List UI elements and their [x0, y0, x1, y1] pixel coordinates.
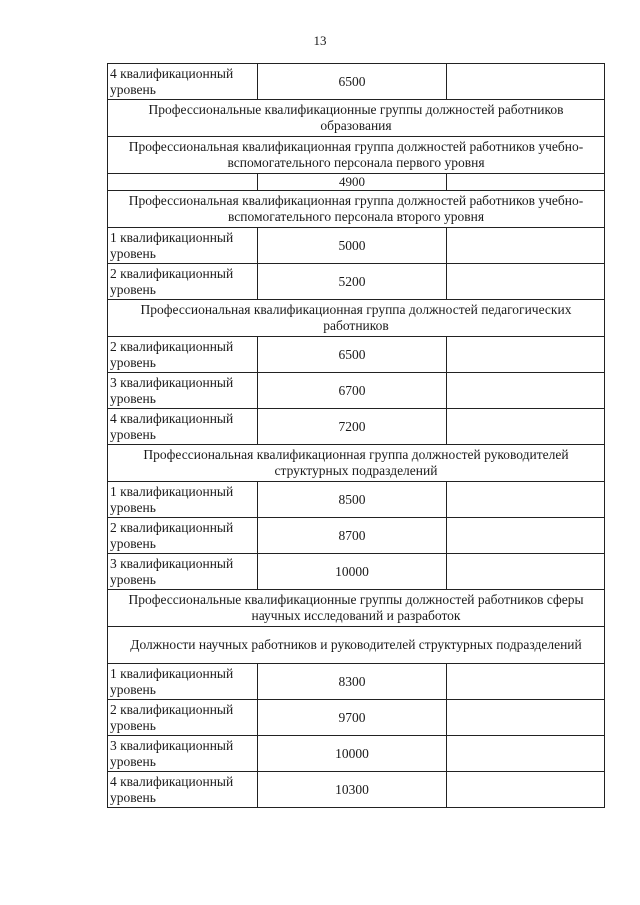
salary-amount-cell: 7200	[258, 409, 447, 445]
table-row	[108, 228, 605, 264]
table-row	[108, 482, 605, 518]
salary-amount-cell: 5200	[258, 264, 447, 300]
qualification-level-cell: 2 квалификационный уровень	[108, 518, 258, 554]
table-row	[108, 174, 605, 191]
group-heading: Профессиональные квалификационные группы должностей работников сферы научных исследований и разработок	[108, 590, 605, 627]
salary-amount-cell: 8500	[258, 482, 447, 518]
table-row	[108, 373, 605, 409]
salary-amount-cell: 6500	[258, 64, 447, 100]
group-heading: Профессиональная квалификационная группа должностей работников учебно-вспомогательного персонала первого уровня	[108, 137, 605, 174]
table-row	[108, 409, 605, 445]
empty-cell	[447, 373, 605, 409]
qualification-level-cell: 3 квалификационный уровень	[108, 373, 258, 409]
empty-cell	[447, 554, 605, 590]
empty-cell	[108, 174, 258, 191]
group-heading-row	[108, 300, 605, 337]
table-row	[108, 772, 605, 808]
qualification-level-cell: 4 квалификационный уровень	[108, 64, 258, 100]
table-row	[108, 337, 605, 373]
empty-cell	[447, 64, 605, 100]
qualification-level-cell: 4 квалификационный уровень	[108, 409, 258, 445]
qualification-level-cell: 3 квалификационный уровень	[108, 554, 258, 590]
group-heading-row	[108, 590, 605, 627]
group-heading-row	[108, 445, 605, 482]
empty-cell	[447, 736, 605, 772]
empty-cell	[447, 228, 605, 264]
table-row	[108, 664, 605, 700]
table-row	[108, 518, 605, 554]
salary-amount-cell: 8300	[258, 664, 447, 700]
salary-amount-cell: 6700	[258, 373, 447, 409]
salary-table	[107, 63, 605, 808]
group-heading: Профессиональная квалификационная группа должностей педагогических работников	[108, 300, 605, 337]
empty-cell	[447, 700, 605, 736]
empty-cell	[447, 664, 605, 700]
group-heading-row	[108, 137, 605, 174]
empty-cell	[447, 518, 605, 554]
table-body	[108, 64, 605, 808]
qualification-level-cell: 2 квалификационный уровень	[108, 264, 258, 300]
group-heading-row	[108, 191, 605, 228]
group-heading: Профессиональная квалификационная группа должностей работников учебно-вспомогательного персонала второго уровня	[108, 191, 605, 228]
empty-cell	[447, 174, 605, 191]
salary-amount-cell: 9700	[258, 700, 447, 736]
qualification-level-cell: 4 квалификационный уровень	[108, 772, 258, 808]
salary-amount-cell: 10000	[258, 554, 447, 590]
group-heading: Должности научных работников и руководителей структурных подразделений	[108, 627, 605, 664]
table-row	[108, 736, 605, 772]
empty-cell	[447, 264, 605, 300]
qualification-level-cell: 2 квалификационный уровень	[108, 700, 258, 736]
salary-amount-cell: 6500	[258, 337, 447, 373]
salary-amount-cell: 8700	[258, 518, 447, 554]
qualification-level-cell: 1 квалификационный уровень	[108, 482, 258, 518]
empty-cell	[447, 482, 605, 518]
empty-cell	[447, 772, 605, 808]
group-heading: Профессиональная квалификационная группа должностей руководителей структурных подразделений	[108, 445, 605, 482]
group-heading-row	[108, 627, 605, 664]
group-heading-row	[108, 100, 605, 137]
salary-amount-cell: 10300	[258, 772, 447, 808]
qualification-level-cell: 1 квалификационный уровень	[108, 664, 258, 700]
table-row	[108, 700, 605, 736]
table-row	[108, 554, 605, 590]
qualification-level-cell: 3 квалификационный уровень	[108, 736, 258, 772]
salary-amount-cell: 4900	[258, 174, 447, 191]
table-row	[108, 64, 605, 100]
salary-amount-cell: 5000	[258, 228, 447, 264]
table-row	[108, 264, 605, 300]
qualification-level-cell: 1 квалификационный уровень	[108, 228, 258, 264]
page-number: 13	[313, 33, 327, 48]
qualification-level-cell: 2 квалификационный уровень	[108, 337, 258, 373]
group-heading: Профессиональные квалификационные группы должностей работников образования	[108, 100, 605, 137]
empty-cell	[447, 337, 605, 373]
empty-cell	[447, 409, 605, 445]
salary-amount-cell: 10000	[258, 736, 447, 772]
